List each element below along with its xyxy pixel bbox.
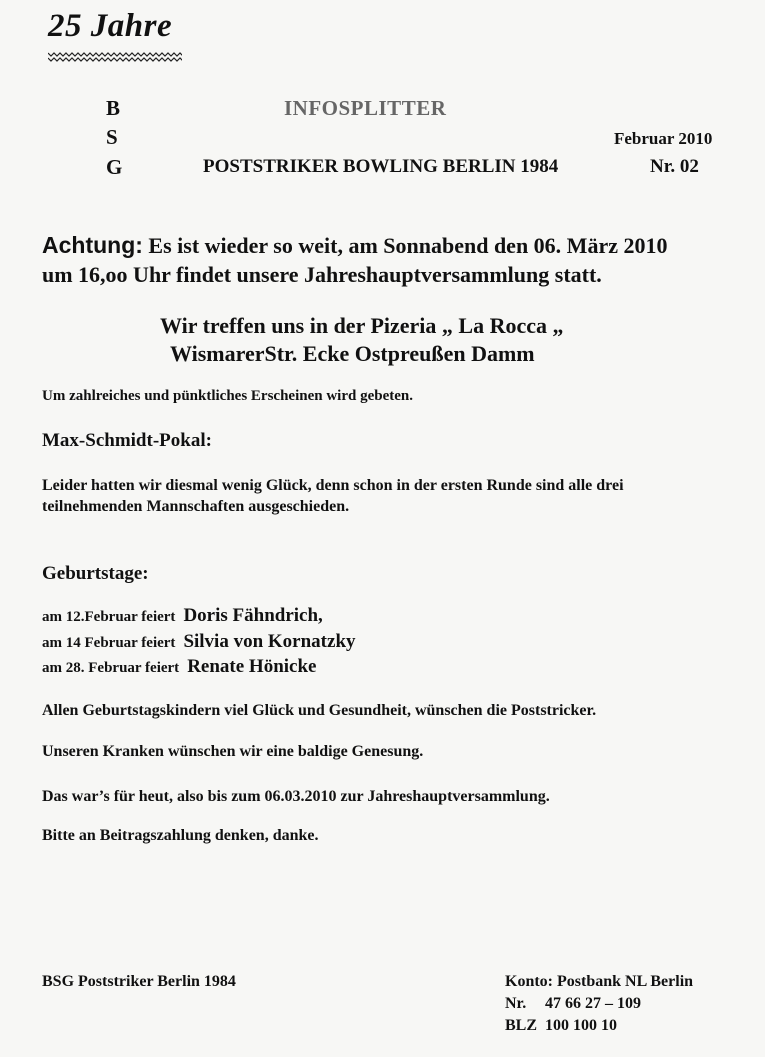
birthday-prefix: am 28. Februar feiert: [42, 660, 180, 676]
bsg-letter-g: G: [106, 155, 123, 179]
issue-date: Februar 2010: [614, 129, 713, 148]
meeting-location-line-2: WismarerStr. Ecke Ostpreußen Damm: [170, 341, 535, 366]
jubilee-heading: 25 Jahre: [48, 8, 173, 44]
pokal-heading: Max-Schmidt-Pokal:: [42, 430, 212, 451]
birthday-prefix: am 12.Februar feiert: [42, 609, 176, 625]
bank-account: Konto: Postbank NL Berlin: [505, 973, 694, 990]
issue-number: Nr. 02: [650, 156, 699, 177]
footer-club: BSG Poststriker Berlin 1984: [42, 973, 236, 990]
account-number: [505, 995, 641, 1013]
newsletter-title: INFOSPLITTER: [284, 96, 447, 120]
pokal-text-1: Leider hatten wir diesmal wenig Glück, denn schon in der ersten Runde sind alle drei: [42, 477, 624, 494]
announcement-text-1: Es ist wieder so weit, am Sonnabend den 06. März 2010: [142, 233, 668, 258]
get-well-wishes: Unseren Kranken wünschen wir eine baldige Genesung.: [42, 743, 424, 760]
bank-code-value: 100 100 10: [545, 1017, 617, 1034]
attendance-request: Um zahlreiches und pünktliches Erscheinen wird gebeten.: [42, 388, 413, 404]
fee-reminder: Bitte an Beitragszahlung denken, danke.: [42, 827, 319, 844]
account-number-value: 47 66 27 – 109: [545, 995, 641, 1012]
bsg-letter-b: B: [106, 96, 121, 120]
birthday-row: [42, 656, 316, 678]
birthday-name: Doris Fähndrich,: [183, 605, 323, 626]
announcement-lead: Achtung:: [42, 232, 143, 258]
announcement-line-2: um 16,oo Uhr findet unsere Jahreshauptversammlung statt.: [42, 262, 602, 287]
birthday-prefix: am 14 Februar feiert: [42, 635, 176, 651]
birthday-name: Renate Hönicke: [187, 656, 317, 677]
birthday-name: Silvia von Kornatzky: [183, 631, 356, 652]
birthdays-heading: Geburtstage:: [42, 563, 149, 584]
bsg-letter-s: S: [106, 125, 118, 149]
bank-code-label: BLZ: [505, 1017, 538, 1034]
club-line: POSTSTRIKER BOWLING BERLIN 1984: [203, 156, 559, 177]
meeting-location-line-1: Wir treffen uns in der Pizeria „ La Rocca „: [160, 313, 564, 338]
pokal-text-2: teilnehmenden Mannschaften ausgeschieden.: [42, 498, 350, 515]
closing-remark: Das war’s für heut, also bis zum 06.03.2010 zur Jahreshauptversammlung.: [42, 788, 550, 805]
bank-code: [505, 1017, 617, 1035]
birthday-row: [42, 631, 356, 653]
announcement-line-1: [42, 232, 667, 259]
wavy-underline: [48, 50, 182, 62]
birthday-row: [42, 605, 323, 627]
account-number-label: Nr.: [505, 995, 527, 1012]
birthday-wishes: Allen Geburtstagskindern viel Glück und Gesundheit, wünschen die Poststricker.: [42, 702, 597, 719]
